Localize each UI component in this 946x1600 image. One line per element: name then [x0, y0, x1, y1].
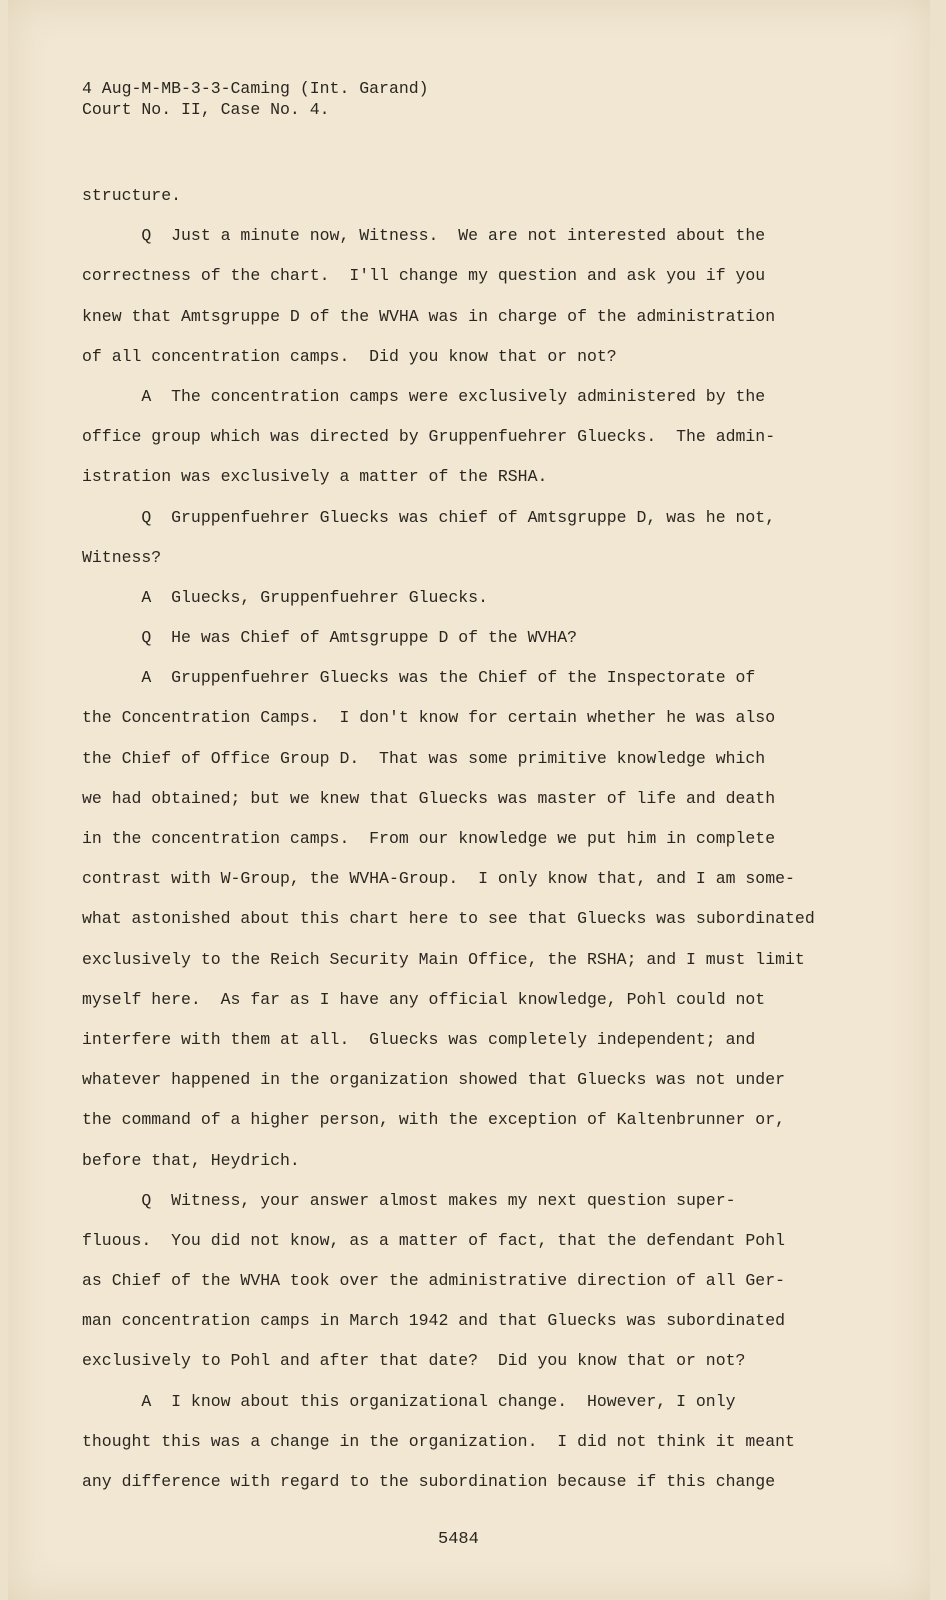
transcript-line: Q Just a minute now, Witness. We are not interested about the	[82, 226, 766, 246]
transcript-line: A I know about this organizational change. However, I only	[82, 1391, 736, 1411]
transcript-line: as Chief of the WVHA took over the administrative direction of all Ger-	[82, 1271, 786, 1291]
document-page	[8, 0, 930, 1600]
transcript-line: A Gruppenfuehrer Gluecks was the Chief of the Inspectorate of	[82, 668, 756, 688]
transcript-line: contrast with W-Group, the WVHA-Group. I only know that, and I am some-	[82, 869, 795, 889]
transcript-line: istration was exclusively a matter of the RSHA.	[82, 467, 548, 487]
transcript-line: A Gluecks, Gruppenfuehrer Gluecks.	[82, 587, 488, 607]
transcript-line: Witness?	[82, 547, 162, 567]
transcript-line: structure.	[82, 186, 182, 205]
transcript-line: thought this was a change in the organization. I did not think it meant	[82, 1431, 795, 1451]
transcript-line: fluous. You did not know, as a matter of fact, that the defendant Pohl	[82, 1230, 786, 1250]
transcript-line: what astonished about this chart here to see that Gluecks was subordinated	[82, 909, 815, 929]
transcript-line: the Chief of Office Group D. That was some primitive knowledge which	[82, 748, 766, 768]
transcript-line: any difference with regard to the subordination because if this change	[82, 1472, 776, 1491]
transcript-line: in the concentration camps. From our knowledge we put him in complete	[82, 829, 776, 848]
document-header	[82, 78, 429, 120]
transcript-line: myself here. As far as I have any official knowledge, Pohl could not	[82, 989, 766, 1009]
transcript-line: whatever happened in the organization showed that Gluecks was not under	[82, 1070, 786, 1090]
header-line-2: Court No. II, Case No. 4.	[82, 100, 330, 119]
transcript-line: before that, Heydrich.	[82, 1150, 300, 1170]
transcript-line: the command of a higher person, with the exception of Kaltenbrunner or,	[82, 1110, 786, 1130]
transcript-line: the Concentration Camps. I don't know for certain whether he was also	[82, 708, 776, 728]
transcript-line: Q Witness, your answer almost makes my next question super-	[82, 1190, 736, 1210]
transcript-line: office group which was directed by Gruppenfuehrer Gluecks. The admin-	[82, 427, 776, 447]
transcript-line: knew that Amtsgruppe D of the WVHA was in charge of the administration	[82, 306, 776, 326]
page-number: 5484	[438, 1530, 479, 1549]
transcript-body	[82, 176, 882, 1502]
transcript-line: we had obtained; but we knew that Gluecks was master of life and death	[82, 788, 776, 808]
header-line-1: 4 Aug-M-MB-3-3-Caming (Int. Garand)	[82, 79, 429, 98]
transcript-line: Q Gruppenfuehrer Gluecks was chief of Amtsgruppe D, was he not,	[82, 507, 776, 527]
transcript-line: exclusively to Pohl and after that date? Did you know that or not?	[82, 1351, 746, 1371]
transcript-line: man concentration camps in March 1942 and that Gluecks was subordinated	[82, 1311, 786, 1331]
transcript-line: exclusively to the Reich Security Main Office, the RSHA; and I must limit	[82, 949, 805, 969]
transcript-line: interfere with them at all. Gluecks was completely independent; and	[82, 1029, 756, 1049]
transcript-line: A The concentration camps were exclusively administered by the	[82, 386, 766, 406]
transcript-line: Q He was Chief of Amtsgruppe D of the WVHA?	[82, 628, 578, 648]
transcript-line: correctness of the chart. I'll change my question and ask you if you	[82, 266, 766, 286]
transcript-line: of all concentration camps. Did you know that or not?	[82, 346, 617, 366]
